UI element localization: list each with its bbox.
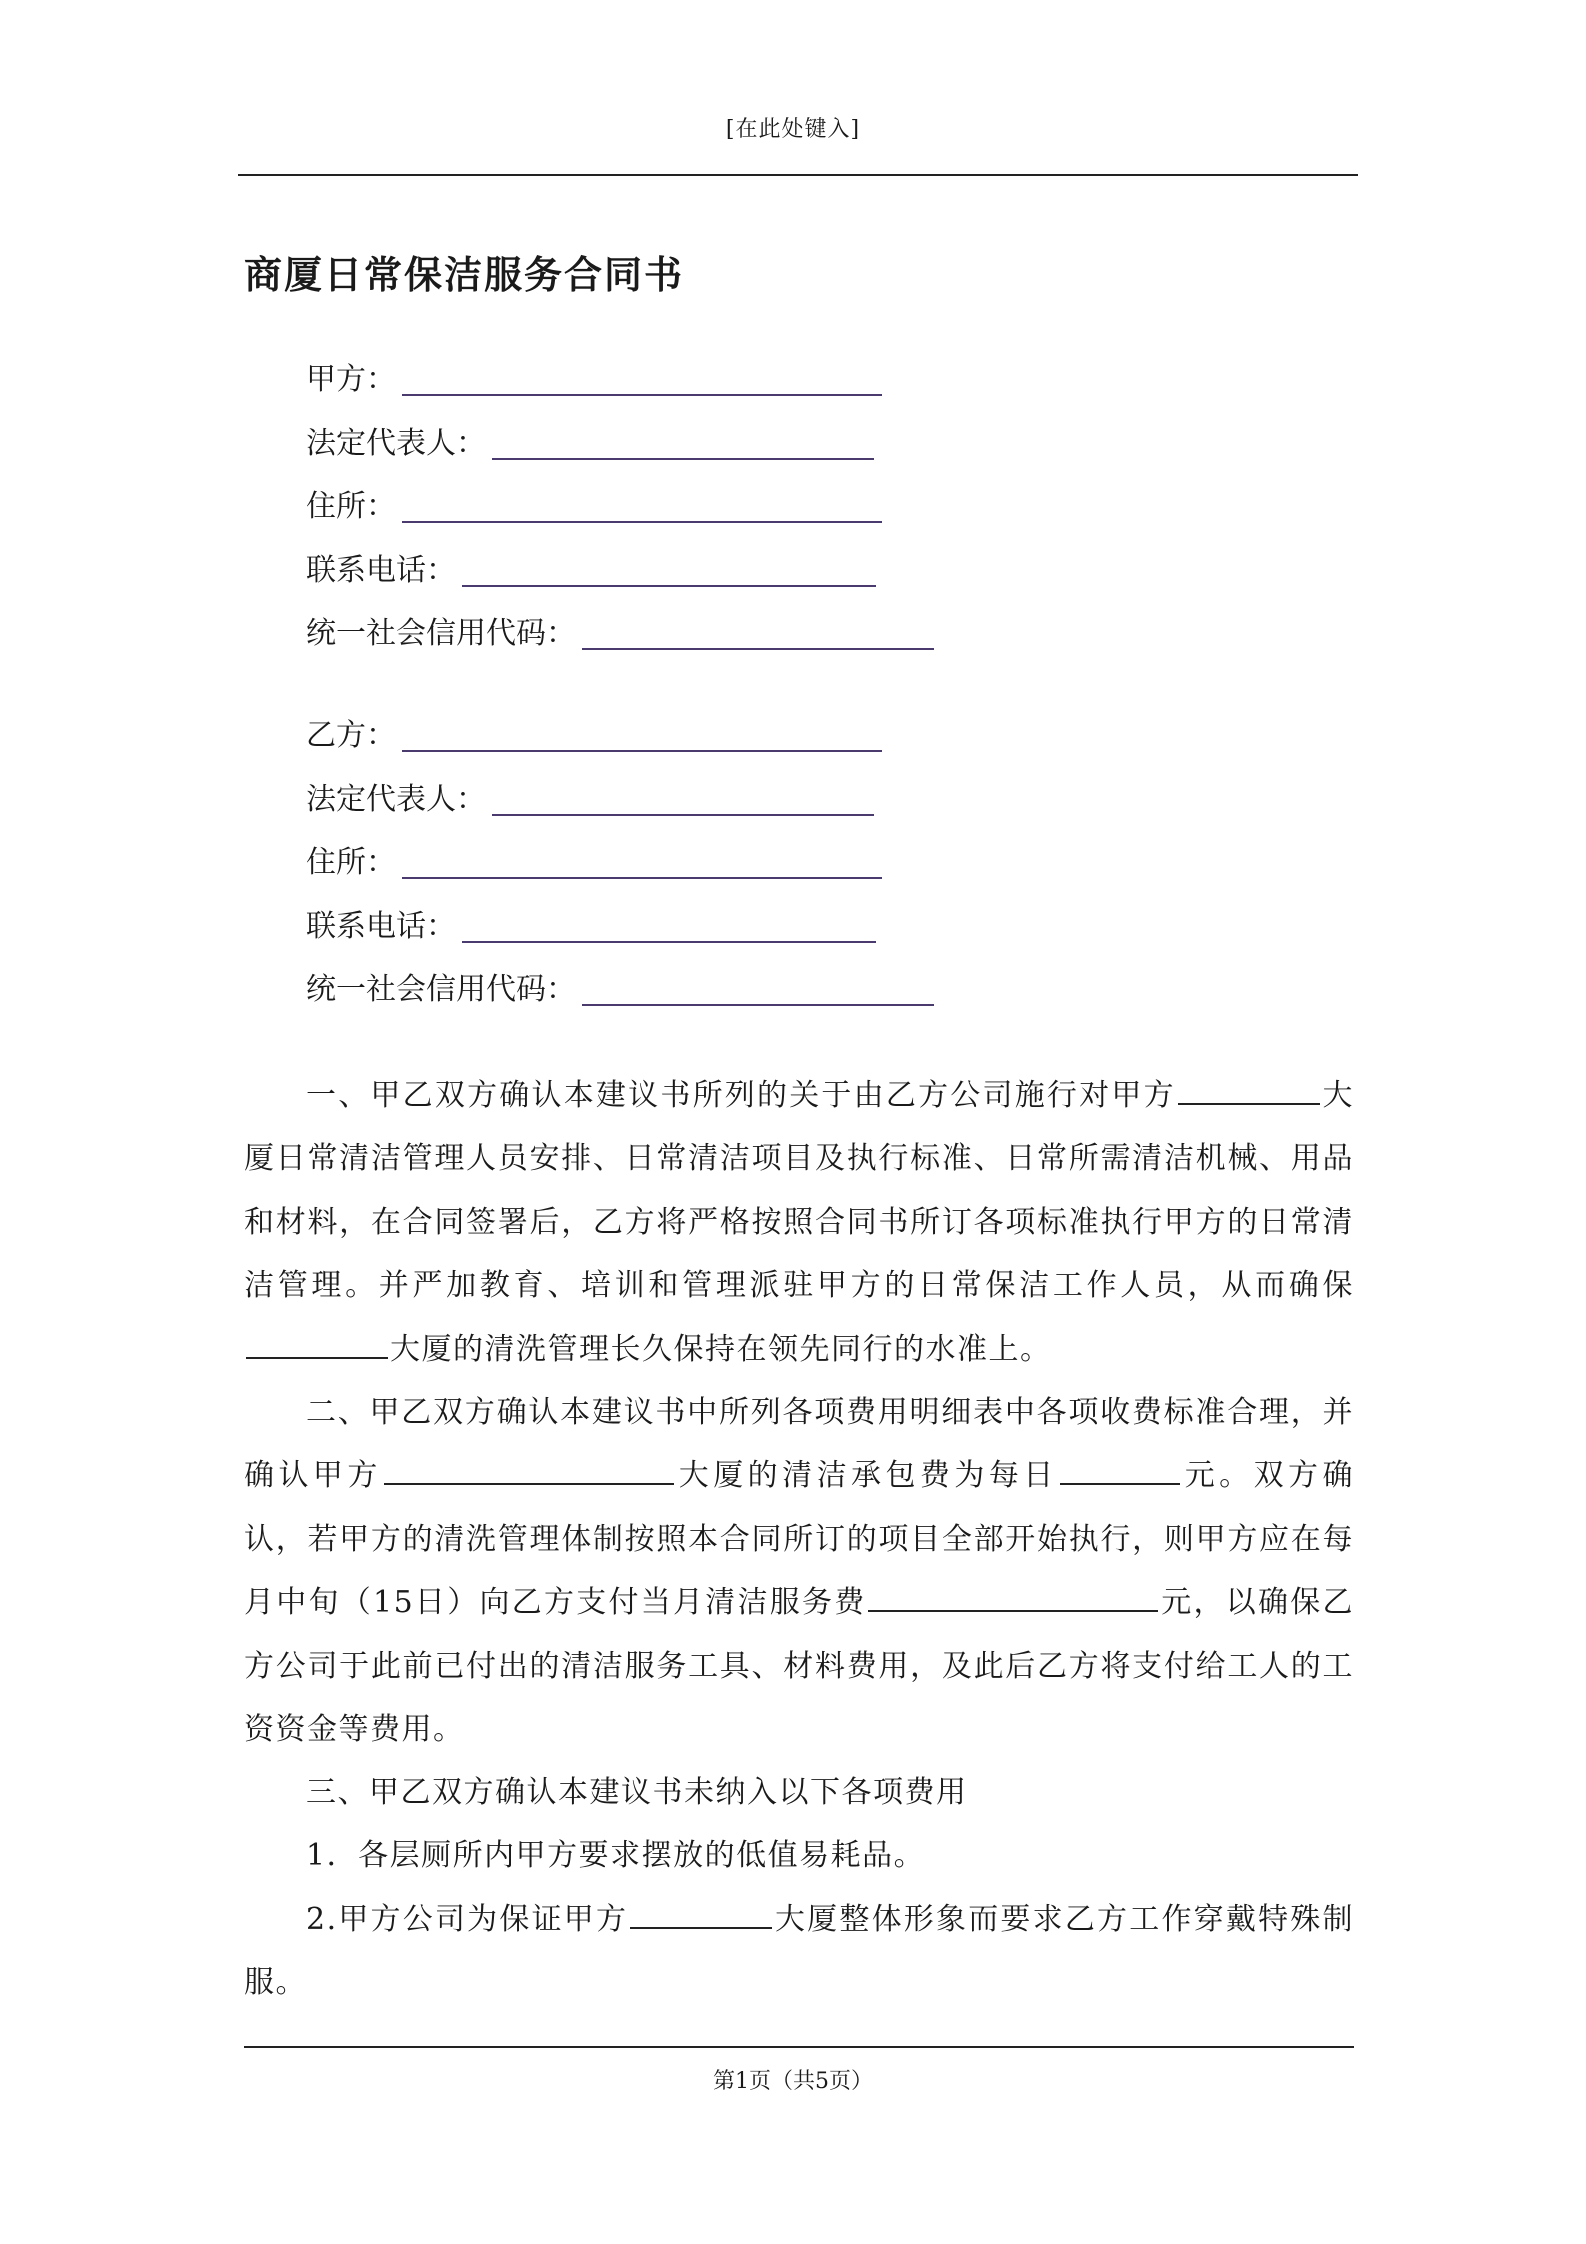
page-header: [在此处键入] xyxy=(725,117,861,142)
party-a-address-blank[interactable] xyxy=(402,521,882,523)
party-b-address-field xyxy=(306,843,882,883)
party-b-phone-label: 联系电话： xyxy=(306,909,456,944)
party-a-blank[interactable] xyxy=(402,394,882,396)
clause-1-text-a: 一、甲乙双方确认本建议书所列的关于由乙方公司施行对甲方 xyxy=(306,1078,1176,1113)
party-a-phone-label: 联系电话： xyxy=(306,553,456,588)
clause-2-text-b: 大厦的清洁承包费为每日 xyxy=(675,1458,1058,1494)
clause-3-item-2-text-b: 大厦整体形象而要求乙方工作穿戴特殊制服。 xyxy=(244,1902,1355,2001)
party-a-credit-code-label: 统一社会信用代码： xyxy=(306,616,576,651)
clause-3-item-2-text-a: 2.甲方公司为保证甲方 xyxy=(306,1902,629,1937)
clause-1-text-c: 大厦的清洗管理长久保持在领先同行的水准上。 xyxy=(390,1331,1052,1367)
clause-3-item-1 xyxy=(244,1824,1354,1887)
clause-2-daily-fee-blank[interactable] xyxy=(1060,1483,1180,1485)
clause-3-item-2 xyxy=(244,1888,1354,2015)
clause-2-monthly-fee-blank[interactable] xyxy=(868,1610,1158,1612)
party-b-credit-code-field xyxy=(306,970,934,1010)
party-a-address-field xyxy=(306,487,882,527)
clause-2-text-d: 元，以确保乙方公司于此前已付出的清洁服务工具、材料费用，及此后乙方将支付给工人的工资资金等费用。 xyxy=(244,1585,1354,1748)
clause-3-text: 三、甲乙双方确认本建议书未纳入以下各项费用 xyxy=(306,1775,968,1810)
party-b-credit-code-label: 统一社会信用代码： xyxy=(306,972,576,1007)
party-a-legal-rep-blank[interactable] xyxy=(492,458,874,460)
footer-divider xyxy=(244,2046,1354,2048)
party-b-blank[interactable] xyxy=(402,750,882,752)
clause-3 xyxy=(244,1761,1354,1824)
clause-3-item-2-building-blank[interactable] xyxy=(630,1927,772,1929)
clause-2-text-a: 二、甲乙双方确认本建议书中所列各项费用明细表中各项收费标准合理，并确认甲方 xyxy=(244,1395,1354,1494)
clause-2-building-blank[interactable] xyxy=(384,1483,674,1485)
clause-1-building-blank-a[interactable] xyxy=(1178,1103,1320,1105)
clause-3-item-1-text: 1．各层厕所内甲方要求摆放的低值易耗品。 xyxy=(306,1838,926,1873)
clause-2 xyxy=(244,1381,1354,1761)
party-b-phone-blank[interactable] xyxy=(462,941,876,943)
party-b-address-label: 住所： xyxy=(306,845,396,880)
party-b-field xyxy=(306,716,882,756)
party-a-phone-blank[interactable] xyxy=(462,585,876,587)
party-b-legal-rep-field xyxy=(306,780,874,820)
party-a-credit-code-blank[interactable] xyxy=(582,648,934,650)
party-a-legal-rep-field xyxy=(306,424,874,464)
party-a-address-label: 住所： xyxy=(306,489,396,524)
header-divider xyxy=(238,174,1358,176)
party-b-address-blank[interactable] xyxy=(402,877,882,879)
clause-2-text-c: 元。双方确认，若甲方的清洗管理体制按照本合同所订的项目全部开始执行，则甲方应在每月中旬（15日）向乙方支付当月清洁服务费 xyxy=(244,1458,1355,1621)
party-b-label: 乙方： xyxy=(306,718,396,753)
document-title: 商厦日常保洁服务合同书 xyxy=(244,252,685,297)
party-a-field xyxy=(306,360,882,400)
party-a-legal-rep-label: 法定代表人： xyxy=(306,426,486,461)
party-a-phone-field xyxy=(306,551,876,591)
party-b-legal-rep-blank[interactable] xyxy=(492,814,874,816)
party-b-phone-field xyxy=(306,907,876,947)
party-a-credit-code-field xyxy=(306,614,934,654)
clause-1-text-b: 大厦日常清洁管理人员安排、日常清洁项目及执行标准、日常所需清洁机械、用品和材料，在合同签署后，乙方将严格按照合同书所订各项标准执行甲方的日常清洁管理。并严加教育、培训和管理派驻甲方的日常保洁工作人员，从而确保 xyxy=(244,1078,1355,1304)
clause-1-building-blank-b[interactable] xyxy=(246,1357,388,1359)
party-a-label: 甲方： xyxy=(306,362,396,397)
party-b-legal-rep-label: 法定代表人： xyxy=(306,782,486,817)
party-b-credit-code-blank[interactable] xyxy=(582,1004,934,1006)
clause-1 xyxy=(244,1064,1354,1381)
page-footer: 第1页（共5页） xyxy=(713,2069,873,2094)
